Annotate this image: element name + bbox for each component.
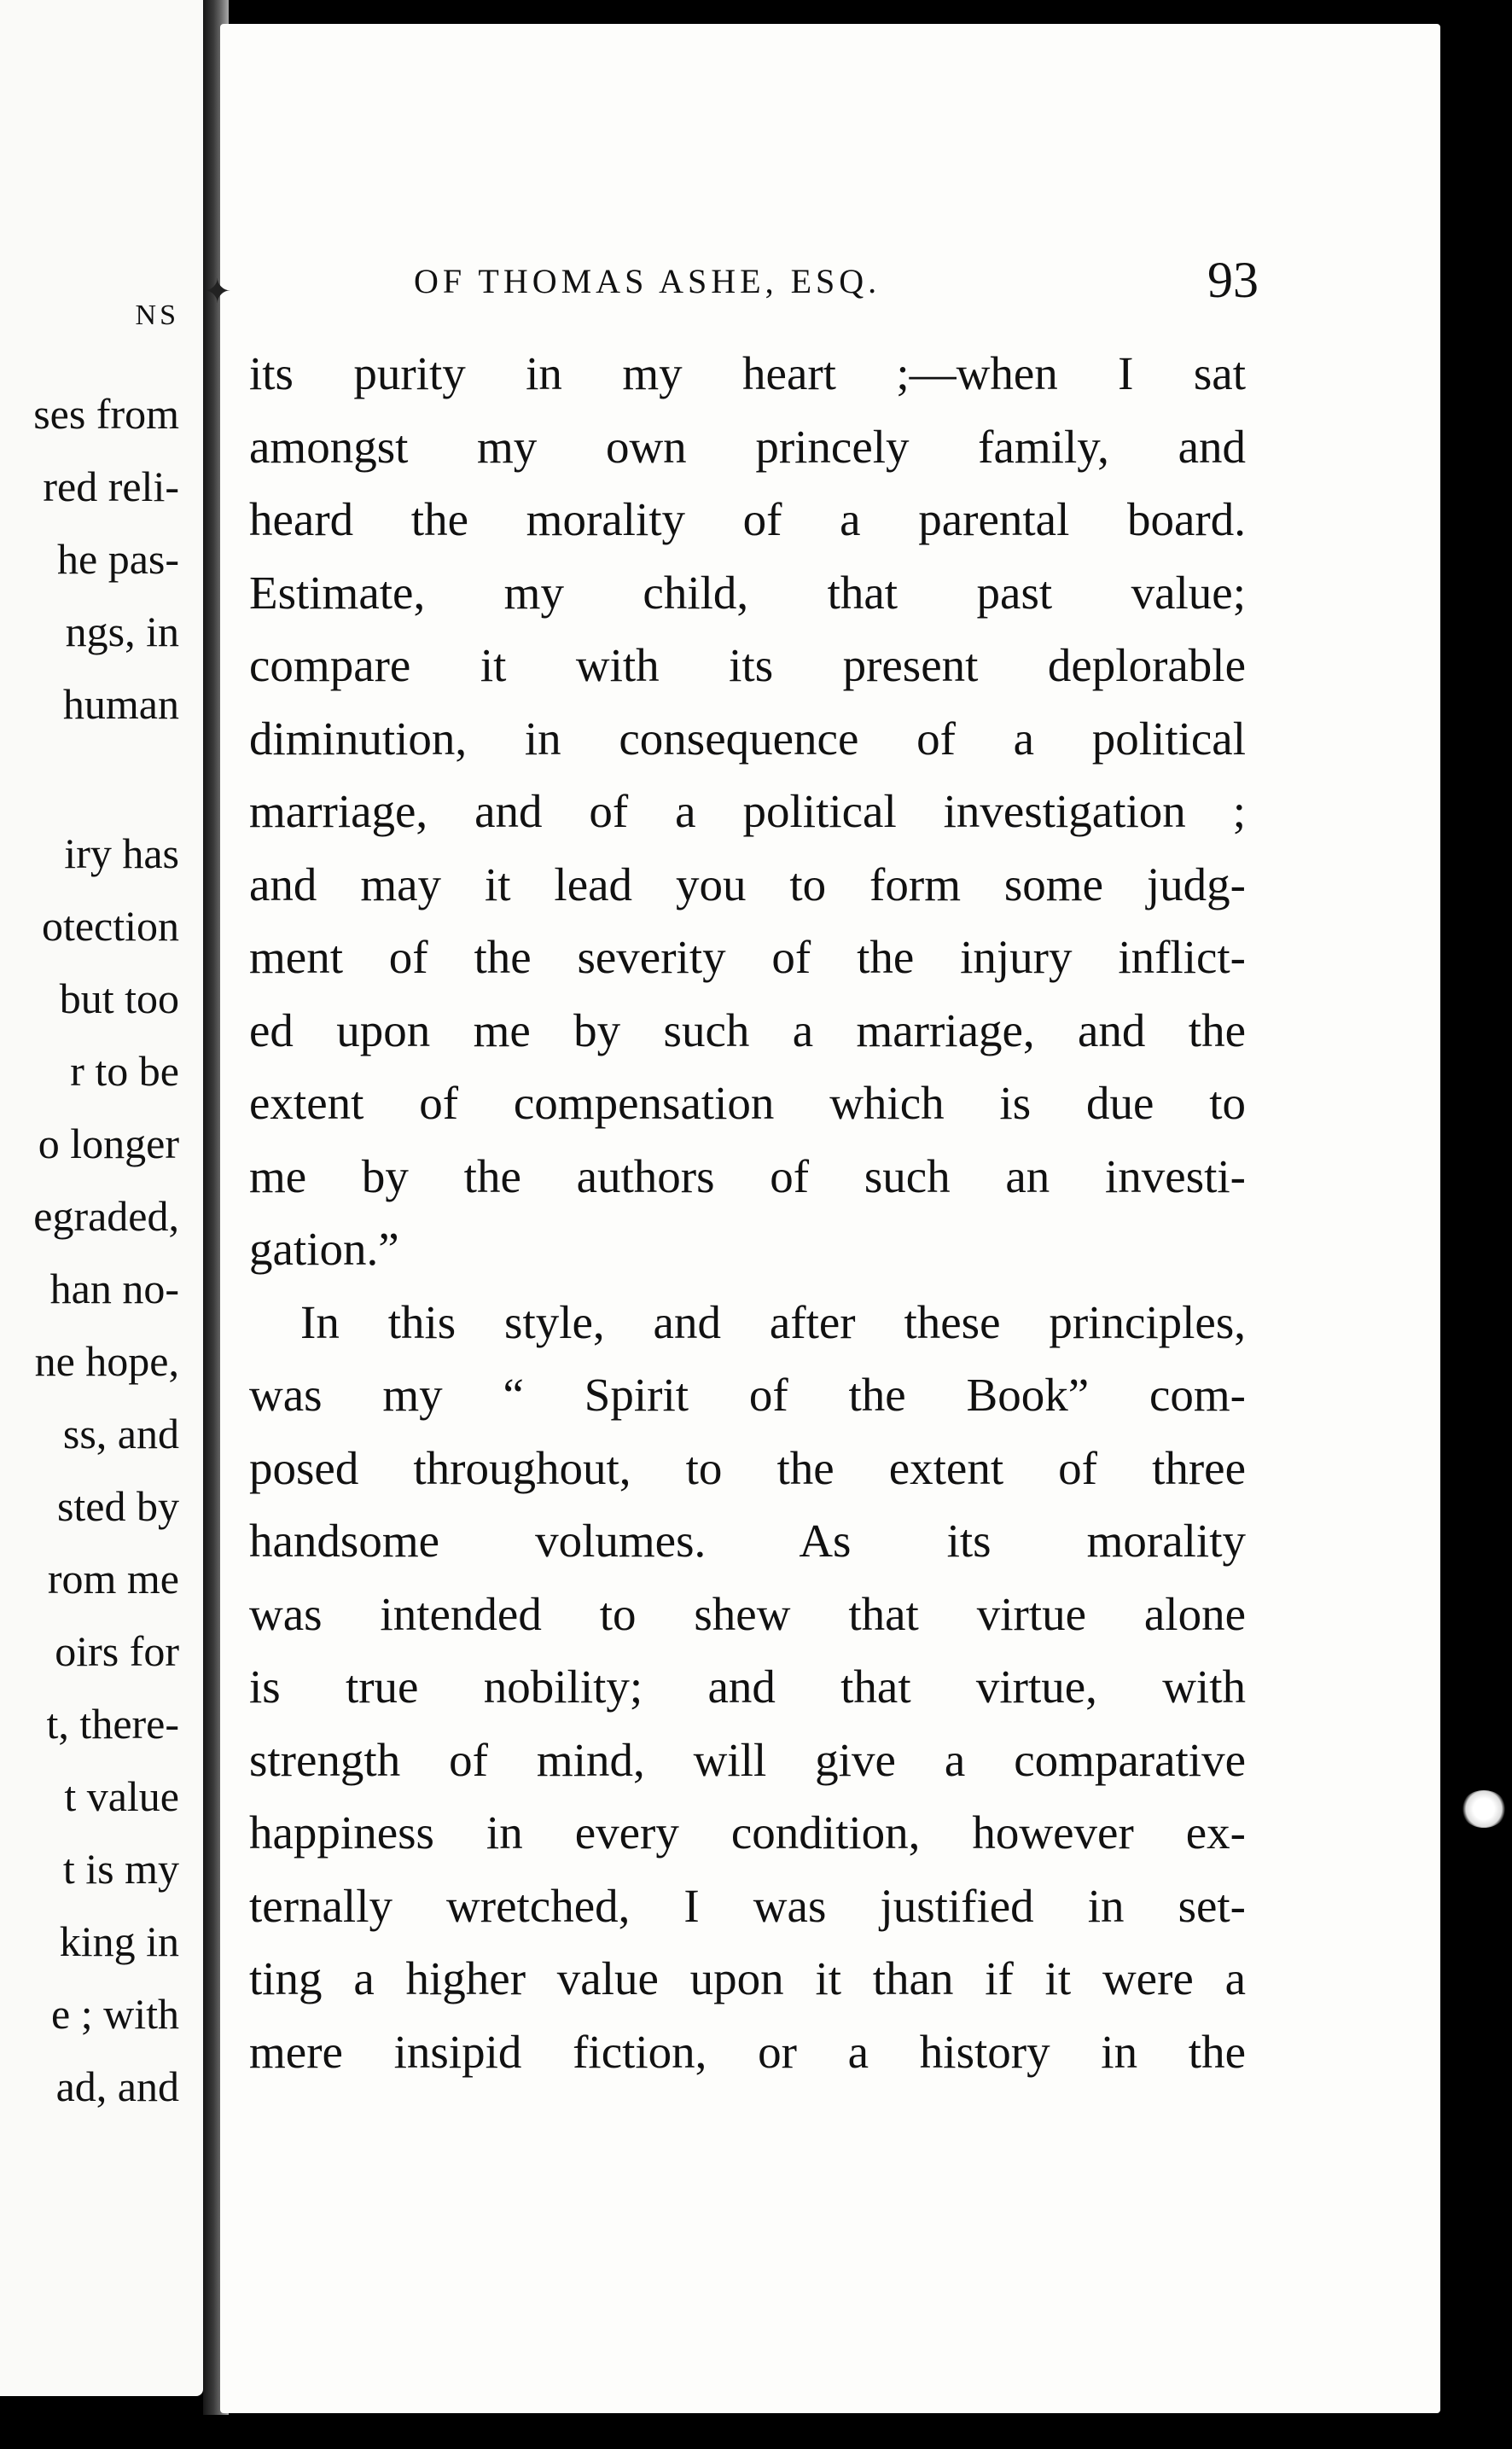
facing-page-line: human	[62, 680, 179, 728]
text-line: strength of mind, will give a comparative	[249, 1733, 1246, 1786]
facing-page-line: ses from	[33, 390, 179, 438]
facing-page-line: ne hope,	[34, 1337, 179, 1385]
facing-page-line: t, there-	[46, 1700, 179, 1748]
text-line: ting a higher value upon it than if it were a	[249, 1952, 1246, 2004]
facing-page-line: otection	[41, 902, 179, 950]
facing-page-line: ad, and	[55, 2062, 179, 2110]
paragraph	[249, 337, 1246, 1286]
text-line: diminution, in consequence of a political	[249, 712, 1246, 765]
text-line: was my “ Spirit of the Book” com-	[249, 1369, 1246, 1421]
facing-page-line: king in	[59, 1917, 179, 1965]
text-line: Estimate, my child, that past value;	[249, 566, 1246, 619]
page-header	[414, 251, 1259, 311]
text-line: amongst my own princely family, and	[249, 420, 1246, 473]
facing-page-line: r to be	[70, 1047, 179, 1095]
text-line: heard the morality of a parental board.	[249, 493, 1246, 545]
paper-speck	[1461, 1790, 1507, 1828]
text-line: was intended to shew that virtue alone	[249, 1587, 1246, 1640]
facing-page-line: but too	[59, 974, 179, 1022]
facing-page-line: o longer	[38, 1120, 179, 1167]
facing-page-line: t value	[64, 1772, 179, 1820]
facing-page-line: sted by	[56, 1482, 179, 1530]
text-line: ed upon me by such a marriage, and the	[249, 1003, 1246, 1056]
running-head: OF THOMAS ASHE, ESQ.	[414, 262, 881, 300]
text-line: handsome volumes. As its morality	[249, 1515, 1246, 1567]
text-line: extent of compensation which is due to	[249, 1077, 1246, 1129]
facing-page-line: red reli-	[43, 462, 179, 510]
text-line: posed throughout, to the extent of three	[249, 1441, 1246, 1494]
text-line: compare it with its present deplorable	[249, 639, 1246, 691]
facing-page-line: e ; with	[51, 1990, 179, 2038]
text-line: ternally wretched, I was justified in set-	[249, 1879, 1246, 1932]
text-line: mere insipid fiction, or a history in the	[249, 2025, 1246, 2078]
facing-page	[0, 0, 203, 2396]
facing-page-line: t is my	[62, 1845, 179, 1893]
text-line: is true nobility; and that virtue, with	[249, 1661, 1246, 1713]
facing-page-line: he pas-	[57, 535, 179, 583]
text-line: ment of the severity of the injury inflict-	[249, 931, 1246, 983]
text-line: marriage, and of a political investigation ;	[249, 785, 1246, 837]
facing-page-line: ngs, in	[65, 608, 179, 655]
facing-page-header: NS	[135, 300, 179, 331]
facing-page-line: han no-	[49, 1265, 179, 1312]
text-line: gation.”	[249, 1223, 399, 1275]
facing-page-line: iry has	[64, 829, 179, 877]
text-line: me by the authors of such an investi-	[249, 1149, 1246, 1202]
text-line: its purity in my heart ;—when I sat	[249, 347, 1246, 399]
text-line: In this style, and after these principles,	[300, 1295, 1246, 1348]
paragraph	[249, 1286, 1246, 2089]
text-line: and may it lead you to form some judg-	[249, 858, 1246, 910]
body-text	[249, 337, 1246, 2088]
facing-page-line: oirs for	[55, 1627, 179, 1675]
facing-page-line: ss, and	[62, 1410, 179, 1457]
page-number: 93	[1207, 252, 1259, 308]
page-mark-icon: ✦	[203, 272, 232, 311]
facing-page-line: egraded,	[33, 1192, 179, 1240]
facing-page-line: rom me	[47, 1555, 179, 1603]
text-line: happiness in every condition, however ex-	[249, 1806, 1246, 1859]
